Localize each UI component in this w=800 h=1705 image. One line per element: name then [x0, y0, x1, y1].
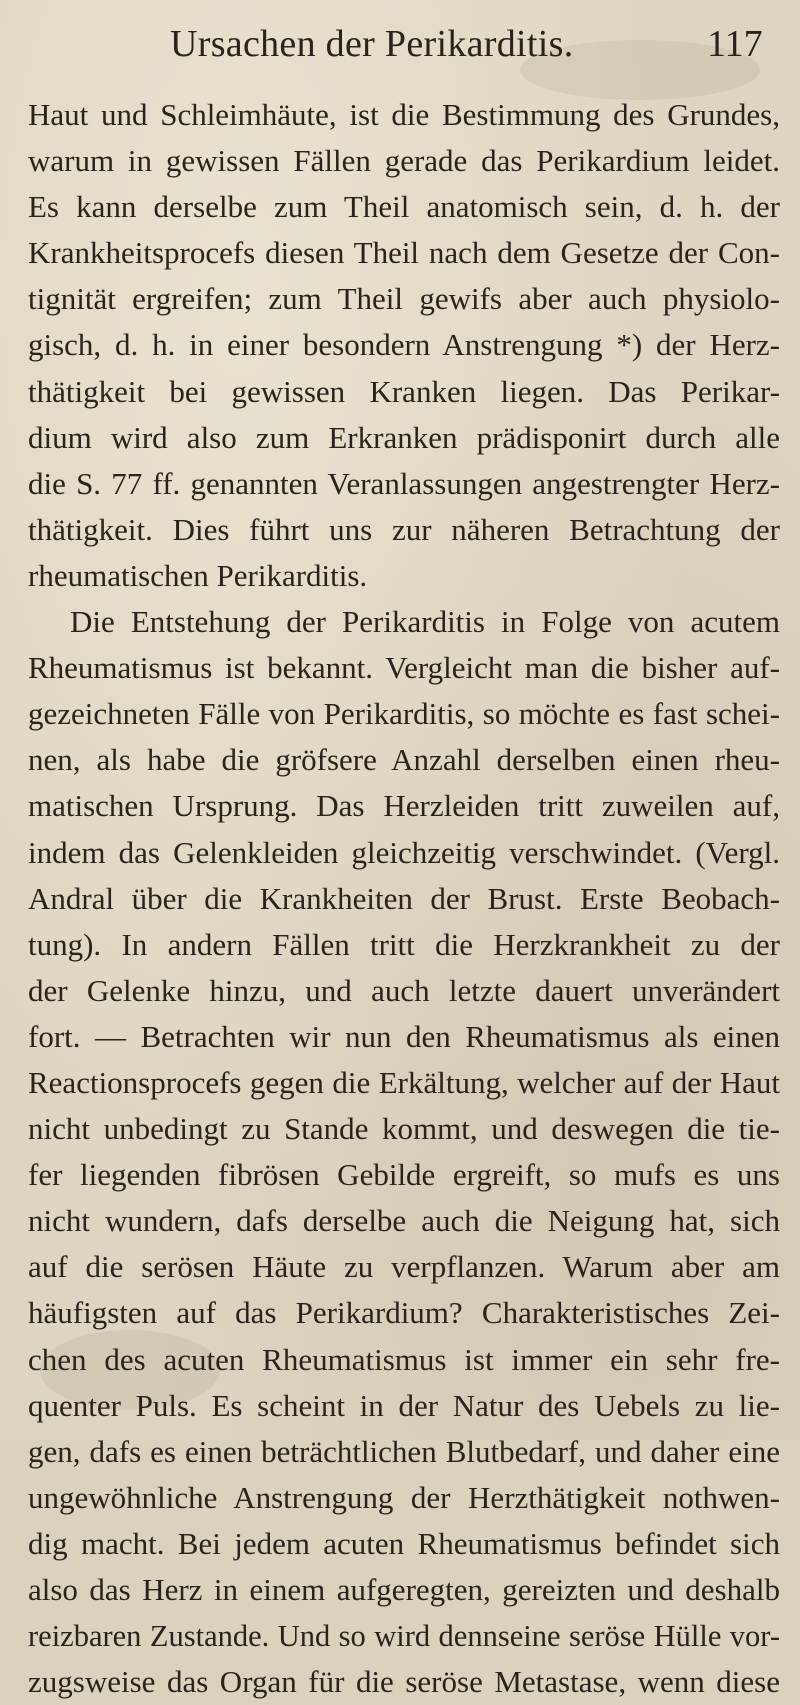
- text-line: also das Herz in einem aufgeregten, gereizten und deshalb: [28, 1572, 780, 1607]
- text-line: thätigkeit. Dies führt uns zur näheren Betrachtung der: [28, 511, 780, 547]
- text-line: gezeichneten Fälle von Perikarditis, so möchte es fast schei-: [28, 696, 780, 732]
- text-line: auf die serösen Häute zu verpflanzen. Warum aber am: [28, 1249, 780, 1285]
- text-line: ungewöhnliche Anstrengung der Herzthätigkeit nothwen-: [28, 1479, 780, 1515]
- text-line: reizbaren Zustande. Und so wird dennseine seröse Hülle vor-: [28, 1619, 780, 1654]
- text-line: warum in gewissen Fällen gerade das Perikardium leidet.: [28, 143, 780, 179]
- text-line: Haut und Schleimhäute, ist die Bestimmung des Grundes,: [28, 97, 780, 132]
- text-line: quenter Puls. Es scheint in der Natur des Uebels zu lie-: [28, 1387, 780, 1423]
- text-line-paragraph-start: Die Entstehung der Perikarditis in Folge von acutem: [70, 604, 780, 640]
- text-line: die S. 77 ff. genannten Veranlassungen angestrengter Herz-: [28, 465, 780, 501]
- text-line: dig macht. Bei jedem acuten Rheumatismus befindet sich: [28, 1525, 780, 1561]
- text-line: fer liegenden fibrösen Gebilde ergreift, so mufs es uns: [28, 1157, 780, 1193]
- text-line: thätigkeit bei gewissen Kranken liegen. Das Perikar-: [28, 373, 780, 409]
- text-line: tung). In andern Fällen tritt die Herzkrankheit zu der: [28, 926, 780, 962]
- text-line: chen des acuten Rheumatismus ist immer ein sehr fre-: [28, 1341, 780, 1377]
- text-line: tignität ergreifen; zum Theil gewifs aber auch physiolo-: [28, 281, 780, 317]
- text-line: Rheumatismus ist bekannt. Vergleicht man die bisher auf-: [28, 650, 780, 686]
- text-line: Reactionsprocefs gegen die Erkältung, welcher auf der Haut: [28, 1064, 780, 1100]
- text-line: dium wird also zum Erkranken prädisponirt durch alle: [28, 419, 780, 455]
- text-line: zugsweise das Organ für die seröse Metastase, wenn diese: [28, 1664, 780, 1700]
- running-head: [0, 14, 800, 74]
- text-line: nen, als habe die gröfsere Anzahl derselben einen rheu-: [28, 742, 780, 778]
- body-text: [28, 92, 780, 1705]
- text-line-paragraph-end: rheumatischen Perikarditis.: [28, 557, 368, 593]
- text-line: gen, dafs es einen beträchtlichen Blutbedarf, und daher eine: [28, 1433, 780, 1469]
- text-line: Es kann derselbe zum Theil anatomisch sein, d. h. der: [28, 189, 780, 225]
- text-line: gisch, d. h. in einer besondern Anstrengung *) der Herz-: [28, 327, 780, 363]
- text-line: fort. — Betrachten wir nun den Rheumatismus als einen: [28, 1018, 780, 1054]
- text-line: häufigsten auf das Perikardium? Charakteristisches Zei-: [28, 1295, 780, 1331]
- text-line: indem das Gelenkleiden gleichzeitig verschwindet. (Vergl.: [28, 834, 780, 870]
- text-line: der Gelenke hinzu, und auch letzte dauert unverändert: [28, 972, 780, 1008]
- text-line: Krankheitsprocefs diesen Theil nach dem Gesetze der Con-: [28, 235, 780, 271]
- page-number: 117: [707, 23, 763, 65]
- running-title: Ursachen der Perikarditis.: [170, 23, 574, 65]
- text-line: matischen Ursprung. Das Herzleiden tritt zuweilen auf,: [28, 788, 780, 824]
- text-line: nicht wundern, dafs derselbe auch die Neigung hat, sich: [28, 1203, 780, 1239]
- text-line: nicht unbedingt zu Stande kommt, und deswegen die tie-: [28, 1111, 780, 1147]
- text-line: Andral über die Krankheiten der Brust. Erste Beobach-: [28, 880, 780, 916]
